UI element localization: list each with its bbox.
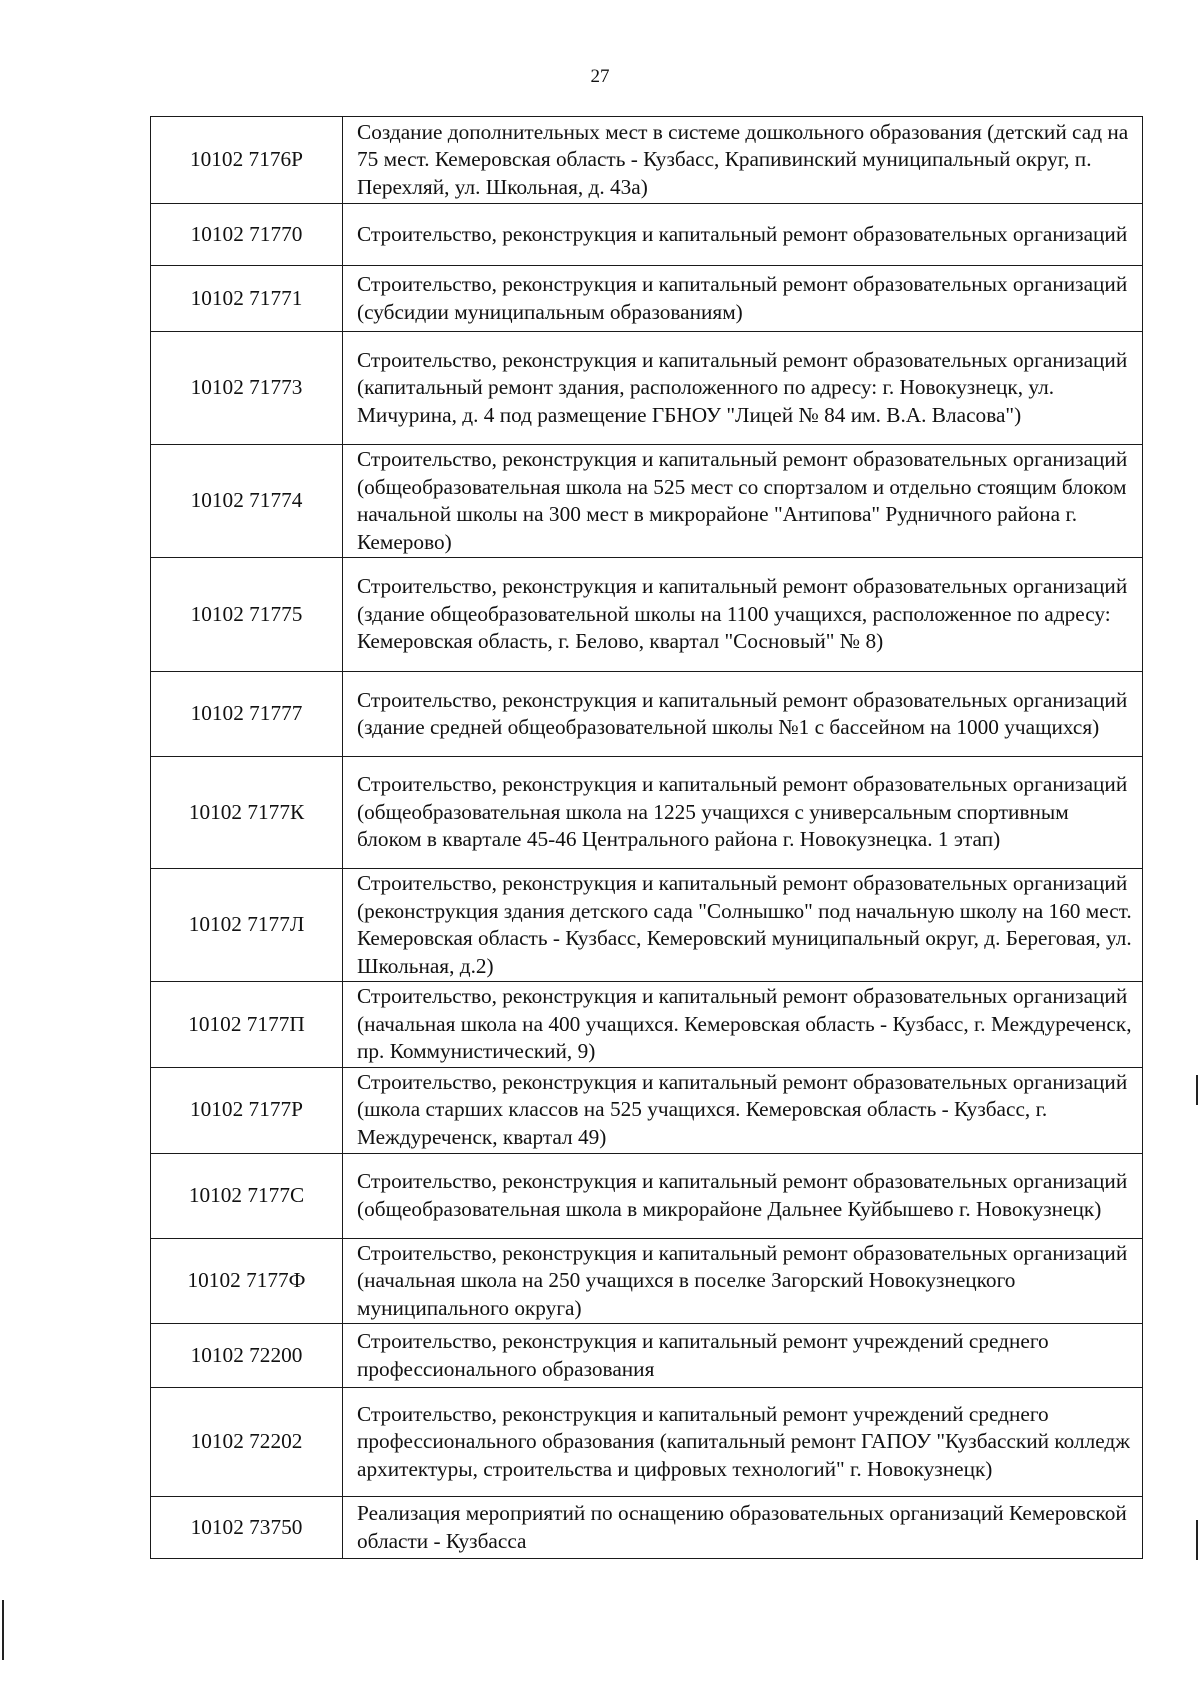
table-row: [151, 204, 1143, 266]
classification-code: 10102 71774: [151, 445, 343, 558]
table-row: [151, 869, 1143, 982]
classification-code: 10102 71773: [151, 332, 343, 445]
expense-description: Строительство, реконструкция и капитальный ремонт образовательных организаций (общеобразовательная школа в микрорайоне Дальнее Куйбышево г. Новокузнецк): [343, 1153, 1143, 1238]
expense-description: Строительство, реконструкция и капитальный ремонт образовательных организаций (капитальный ремонт здания, расположенного по адресу: г. Новокузнецк, ул. Мичурина, д. 4 под размещение ГБНОУ "Лицей № 84 им. В.А. Власова"): [343, 332, 1143, 445]
expense-description: Создание дополнительных мест в системе дошкольного образования (детский сад на 75 мест. Кемеровская область - Кузбасс, Крапивинский муниципальный округ, п. Перехляй, ул. Школьная, д. 43а): [343, 117, 1143, 204]
classification-code: 10102 7177Ф: [151, 1238, 343, 1324]
table-row: [151, 445, 1143, 558]
classification-code: 10102 7176Р: [151, 117, 343, 204]
classification-code: 10102 71777: [151, 672, 343, 757]
expense-description: Строительство, реконструкция и капитальный ремонт образовательных организаций (здание средней общеобразовательной школы №1 с бассейном на 1000 учащихся): [343, 672, 1143, 757]
table-row: [151, 1238, 1143, 1324]
expense-description: Строительство, реконструкция и капитальный ремонт образовательных организаций (начальная школа на 400 учащихся. Кемеровская область - Кузбасс, г. Междуреченск, пр. Коммунистический, 9): [343, 982, 1143, 1068]
table-row: [151, 1067, 1143, 1153]
expense-description: Реализация мероприятий по оснащению образовательных организаций Кемеровской области - Кузбасса: [343, 1497, 1143, 1559]
table-row: [151, 332, 1143, 445]
table-row: [151, 982, 1143, 1068]
table-row: [151, 757, 1143, 869]
table-row: [151, 1324, 1143, 1388]
table-row: [151, 117, 1143, 204]
table-row: [151, 1497, 1143, 1559]
classification-code: 10102 7177П: [151, 982, 343, 1068]
table-row: [151, 1153, 1143, 1238]
expense-description: Строительство, реконструкция и капитальный ремонт образовательных организаций (общеобразовательная школа на 525 мест со спортзалом и отдельно стоящим блоком начальной школы на 300 мест в микрорайоне "Антипова" Рудничного района г. Кемерово): [343, 445, 1143, 558]
table-row: [151, 558, 1143, 672]
classification-code: 10102 72200: [151, 1324, 343, 1388]
classification-code: 10102 7177Р: [151, 1067, 343, 1153]
table-row: [151, 266, 1143, 332]
classification-code: 10102 71771: [151, 266, 343, 332]
expense-description: Строительство, реконструкция и капитальный ремонт образовательных организаций: [343, 204, 1143, 266]
expense-description: Строительство, реконструкция и капитальный ремонт учреждений среднего профессионального образования (капитальный ремонт ГАПОУ "Кузбасский колледж архитектуры, строительства и цифровых технологий" г. Новокузнецк): [343, 1388, 1143, 1497]
expense-description: Строительство, реконструкция и капитальный ремонт образовательных организаций (школа старших классов на 525 учащихся. Кемеровская область - Кузбасс, г. Междуреченск, квартал 49): [343, 1067, 1143, 1153]
expense-description: Строительство, реконструкция и капитальный ремонт образовательных организаций (субсидии муниципальным образованиям): [343, 266, 1143, 332]
page-number: 27: [590, 66, 610, 87]
table-row: [151, 672, 1143, 757]
expense-description: Строительство, реконструкция и капитальный ремонт образовательных организаций (начальная школа на 250 учащихся в поселке Загорский Новокузнецкого муниципального округа): [343, 1238, 1143, 1324]
expense-description: Строительство, реконструкция и капитальный ремонт образовательных организаций (здание общеобразовательной школы на 1100 учащихся, расположенное по адресу: Кемеровская область, г. Белово, квартал "Сосновый" № 8): [343, 558, 1143, 672]
expense-description: Строительство, реконструкция и капитальный ремонт образовательных организаций (реконструкция здания детского сада "Солнышко" под начальную школу на 160 мест. Кемеровская область - Кузбасс, Кемеровский муниципальный округ, д. Береговая, ул. Школьная, д.2): [343, 869, 1143, 982]
expense-description: Строительство, реконструкция и капитальный ремонт учреждений среднего профессионального образования: [343, 1324, 1143, 1388]
table-row: [151, 1388, 1143, 1497]
classification-code: 10102 73750: [151, 1497, 343, 1559]
classification-code: 10102 71770: [151, 204, 343, 266]
classification-code: 10102 72202: [151, 1388, 343, 1497]
scan-artifact: [1196, 1520, 1198, 1560]
scan-artifact: [2, 1600, 4, 1660]
budget-classification-table: [150, 116, 1143, 1559]
classification-code: 10102 7177К: [151, 757, 343, 869]
classification-code: 10102 71775: [151, 558, 343, 672]
classification-code: 10102 7177С: [151, 1153, 343, 1238]
scan-artifact: [1196, 1075, 1198, 1105]
expense-description: Строительство, реконструкция и капитальный ремонт образовательных организаций (общеобразовательная школа на 1225 учащихся с универсальным спортивным блоком в квартале 45-46 Центрального района г. Новокузнецка. 1 этап): [343, 757, 1143, 869]
classification-code: 10102 7177Л: [151, 869, 343, 982]
